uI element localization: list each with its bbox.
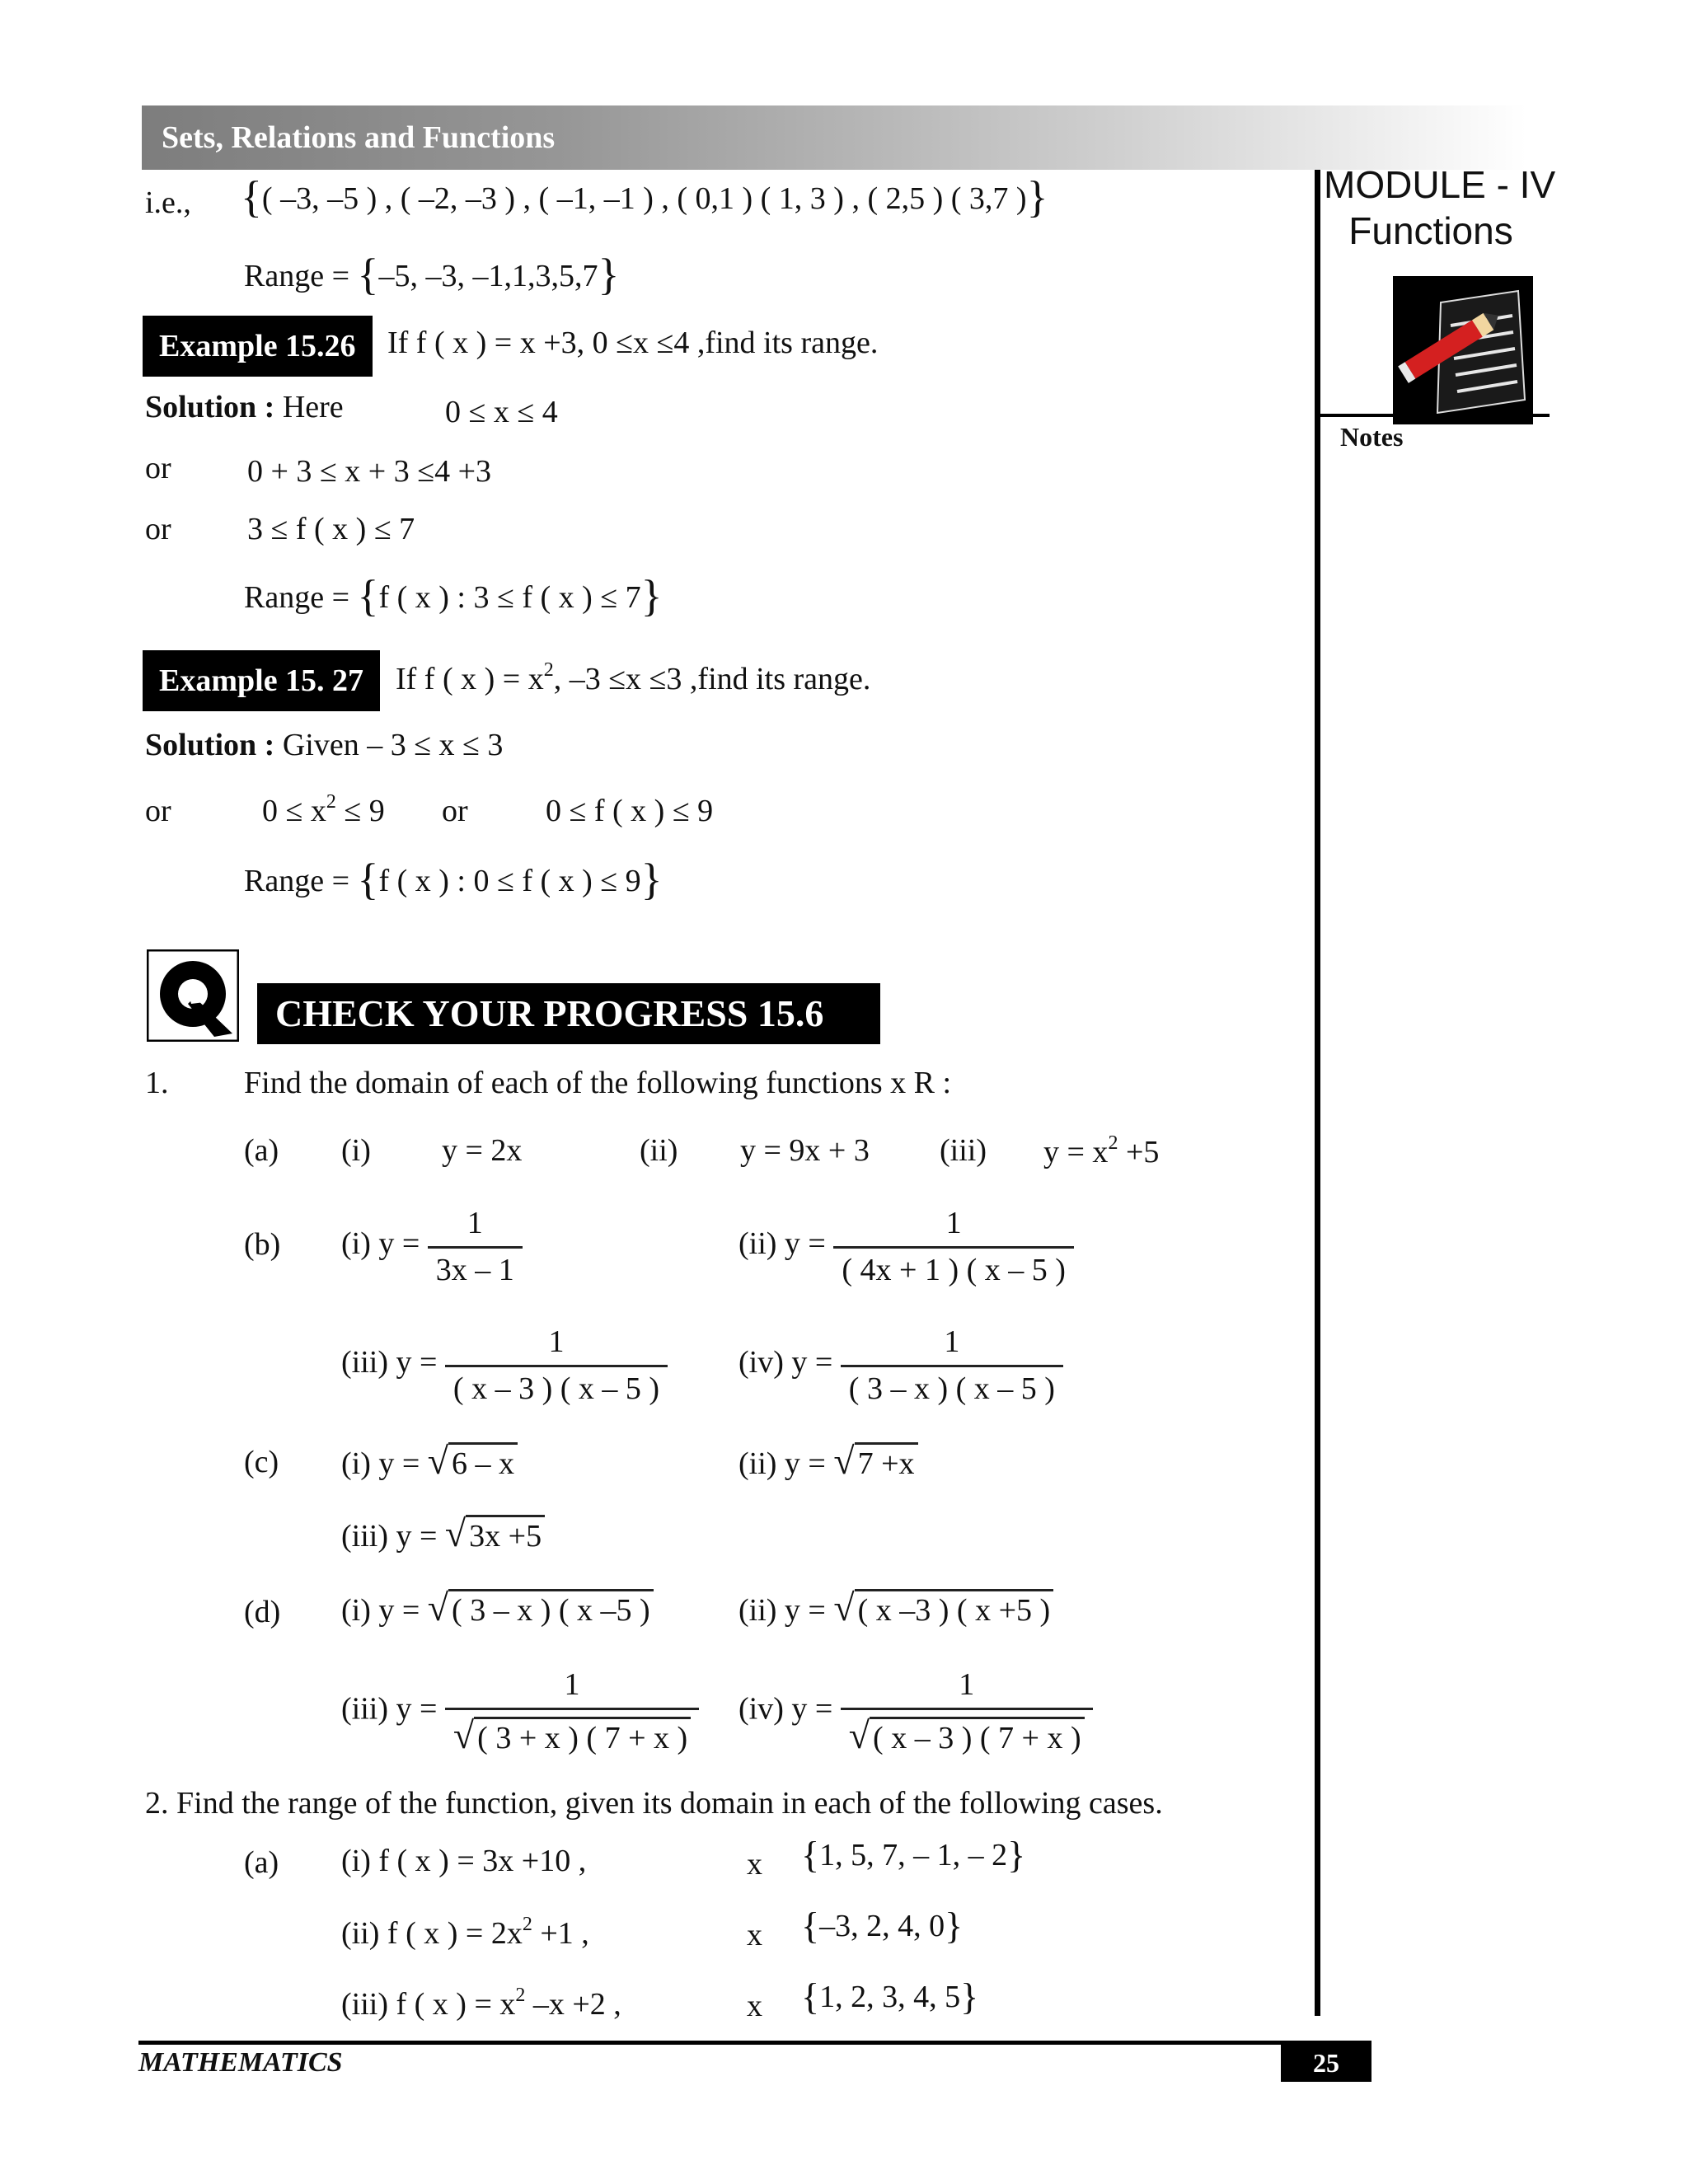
or-label: or	[145, 512, 171, 546]
expr-part: +5	[1118, 1135, 1160, 1169]
expr-part: y = x	[1043, 1135, 1109, 1169]
exponent: 2	[522, 1914, 532, 1935]
solution-label: Solution :	[145, 728, 275, 762]
example-27-line-c: 0 ≤ f ( x ) ≤ 9	[546, 794, 714, 828]
set-values: –3, 2, 4, 0	[819, 1909, 945, 1943]
a-iii-expr	[1043, 1134, 1159, 1170]
solution-label: Solution :	[145, 390, 275, 424]
q2-ii-set: {–3, 2, 4, 0}	[801, 1905, 964, 1947]
radicand: 6 – x	[448, 1442, 518, 1481]
example-26-label: Example 15.26	[145, 318, 370, 374]
c-ii	[738, 1439, 918, 1483]
set-values: 1, 2, 3, 4, 5	[819, 1980, 961, 2014]
fraction	[833, 1205, 1074, 1288]
b-ii	[738, 1205, 1074, 1288]
expr-part: (iii) f ( x ) = x	[341, 1987, 516, 2022]
q2-part-a-label: (a)	[244, 1845, 279, 1880]
exponent: 2	[1108, 1132, 1118, 1154]
denominator: ( x – 3 ) ( x – 5 )	[445, 1365, 668, 1407]
range-value: f ( x ) : 3 ≤ f ( x ) ≤ 7	[378, 580, 641, 615]
example-27-line	[262, 793, 385, 829]
exponent: 2	[543, 659, 554, 681]
sqrt: √ 6 – x	[428, 1439, 518, 1483]
item-label: (ii)	[640, 1133, 678, 1168]
footer-subject: MATHEMATICS	[138, 2047, 343, 2078]
pairs-set: {( –3, –5 ) , ( –2, –3 ) , ( –1, –1 ) , ( 0,1 ) ( 1, 3 ) , ( 2,5 ) ( 3,7 )}	[241, 172, 1048, 222]
margin-divider	[1315, 170, 1320, 2016]
exponent: 2	[326, 791, 336, 813]
section-title: Sets, Relations and Functions	[162, 120, 556, 155]
numerator: 1	[959, 1667, 975, 1702]
expr-part: +1 ,	[532, 1916, 589, 1951]
denominator: ( 3 – x ) ( x – 5 )	[841, 1365, 1063, 1407]
fraction	[841, 1324, 1063, 1407]
range-label: Range =	[244, 259, 350, 293]
solution-intro: Here	[282, 390, 344, 424]
sqrt: √ 3x +5	[445, 1511, 545, 1555]
b-i	[341, 1205, 523, 1288]
example-27-range: Range = {f ( x ) : 0 ≤ f ( x ) ≤ 9}	[244, 855, 663, 904]
b-iv	[738, 1324, 1063, 1407]
numerator: 1	[548, 1324, 565, 1359]
item-label: (iii) y =	[341, 1519, 438, 1554]
example-27-label: Example 15. 27	[145, 653, 377, 709]
radicand: ( 3 + x ) ( 7 + x )	[474, 1717, 691, 1755]
item-label: (iii) y =	[341, 1345, 438, 1380]
fraction	[841, 1666, 1093, 1757]
notes-divider	[1320, 414, 1550, 417]
question-q-icon	[147, 949, 239, 1042]
set-values: 1, 5, 7, – 1, – 2	[819, 1838, 1008, 1872]
pairs-prefix: i.e.,	[145, 185, 191, 220]
pairs-range: Range = {–5, –3, –1,1,3,5,7}	[244, 250, 620, 299]
module-heading	[1324, 162, 1556, 254]
q2-i-expr: (i) f ( x ) = 3x +10 ,	[341, 1844, 587, 1878]
radicand: 7 +x	[855, 1442, 918, 1481]
notes-pencil-icon	[1393, 276, 1533, 424]
footer-rule	[138, 2041, 1372, 2045]
denominator: √ ( 3 + x ) ( 7 + x )	[445, 1708, 699, 1757]
example-26-line2: 0 + 3 ≤ x + 3 ≤4 +3	[247, 454, 492, 489]
module-subtitle: Functions	[1348, 209, 1513, 252]
part-a-label: (a)	[244, 1133, 279, 1168]
or-label: or	[145, 451, 171, 485]
numerator: 1	[944, 1324, 960, 1359]
q2-i-var: x	[747, 1847, 762, 1882]
part-b-label: (b)	[244, 1227, 281, 1262]
example-26-range: Range = {f ( x ) : 3 ≤ f ( x ) ≤ 7}	[244, 571, 663, 621]
q2-ii-var: x	[747, 1918, 762, 1952]
numerator: 1	[467, 1206, 483, 1240]
q1-number: 1.	[145, 1066, 169, 1100]
pairs-items: ( –3, –5 ) , ( –2, –3 ) , ( –1, –1 ) , ( 0,1 ) ( 1, 3 ) , ( 2,5 ) ( 3,7 )	[261, 181, 1027, 216]
example-26-line1: 0 ≤ x ≤ 4	[445, 395, 558, 429]
part-d-label: (d)	[244, 1595, 281, 1629]
item-label: (ii) y =	[738, 1593, 826, 1628]
item-label: (i) y =	[341, 1226, 420, 1262]
q2-text: 2. Find the range of the function, given its domain in each of the following cases.	[145, 1786, 1163, 1821]
page-number: 25	[1281, 2044, 1372, 2082]
denominator: 3x – 1	[428, 1246, 523, 1288]
fraction	[445, 1666, 699, 1757]
item-label: (ii) y =	[738, 1226, 826, 1262]
or-label: or	[145, 794, 171, 828]
part-c-label: (c)	[244, 1445, 279, 1479]
item-label: (iii) y =	[341, 1691, 438, 1727]
a-ii-expr: y = 9x + 3	[740, 1133, 870, 1168]
line-part: 0 ≤ x	[262, 794, 326, 828]
numerator: 1	[945, 1206, 962, 1240]
radicand: ( x –3 ) ( x +5 )	[855, 1589, 1054, 1628]
item-label: (iv) y =	[738, 1691, 833, 1727]
example-27-question	[396, 661, 870, 697]
or-label: or	[442, 794, 468, 828]
radicand: 3x +5	[466, 1515, 545, 1554]
q2-iii-expr	[341, 1986, 621, 2022]
question-part: , –3 ≤x ≤3 ,find its range.	[553, 662, 871, 696]
example-26-solution	[145, 389, 344, 425]
question-part: If f ( x ) = x	[396, 662, 544, 696]
example-26-question: If f ( x ) = x +3, 0 ≤x ≤4 ,find its range.	[387, 326, 879, 360]
numerator: 1	[564, 1667, 580, 1702]
d-ii	[738, 1586, 1053, 1629]
radicand: ( x – 3 ) ( 7 + x )	[870, 1717, 1085, 1755]
expr-part: (ii) f ( x ) = 2x	[341, 1916, 523, 1951]
q2-iii-set: {1, 2, 3, 4, 5}	[801, 1975, 979, 2018]
item-label: (i)	[341, 1133, 371, 1168]
range-label: Range =	[244, 864, 350, 898]
sqrt: √ ( x –3 ) ( x +5 )	[833, 1586, 1053, 1629]
example-26-line3: 3 ≤ f ( x ) ≤ 7	[247, 512, 415, 546]
sqrt: √ ( 3 – x ) ( x –5 )	[428, 1586, 654, 1629]
module-number: MODULE - IV	[1324, 163, 1556, 206]
item-label: (i) y =	[341, 1593, 420, 1628]
item-label: (i) y =	[341, 1446, 420, 1481]
item-label: (ii) y =	[738, 1446, 826, 1481]
progress-title: CHECK YOUR PROGRESS 15.6	[257, 983, 880, 1044]
sqrt: √ 7 +x	[833, 1439, 917, 1483]
item-label: (iii)	[940, 1133, 987, 1168]
example-27-solution	[145, 727, 503, 763]
b-iii	[341, 1324, 668, 1407]
range-label: Range =	[244, 580, 350, 615]
denominator: √ ( x – 3 ) ( 7 + x )	[841, 1708, 1093, 1757]
notes-label: Notes	[1340, 422, 1404, 452]
line-part: ≤ 9	[335, 794, 385, 828]
c-i	[341, 1439, 518, 1483]
c-iii	[341, 1511, 545, 1555]
d-i	[341, 1586, 654, 1629]
fraction	[445, 1324, 668, 1407]
range-values: –5, –3, –1,1,3,5,7	[378, 259, 598, 293]
range-value: f ( x ) : 0 ≤ f ( x ) ≤ 9	[378, 864, 641, 898]
solution-intro: Given – 3 ≤ x ≤ 3	[282, 728, 504, 762]
d-iv	[738, 1666, 1093, 1757]
exponent: 2	[515, 1985, 526, 2006]
a-i-expr: y = 2x	[442, 1133, 523, 1168]
q2-i-set: {1, 5, 7, – 1, – 2}	[801, 1834, 1026, 1876]
fraction	[428, 1205, 523, 1288]
q1-text: Find the domain of each of the following functions x R :	[244, 1066, 952, 1100]
item-label: (iv) y =	[738, 1345, 833, 1380]
q2-ii-expr	[341, 1915, 589, 1952]
expr-part: –x +2 ,	[525, 1987, 621, 2022]
q2-iii-var: x	[747, 1989, 762, 2023]
denominator: ( 4x + 1 ) ( x – 5 )	[833, 1246, 1074, 1288]
radicand: ( 3 – x ) ( x –5 )	[448, 1589, 654, 1628]
d-iii	[341, 1666, 699, 1757]
